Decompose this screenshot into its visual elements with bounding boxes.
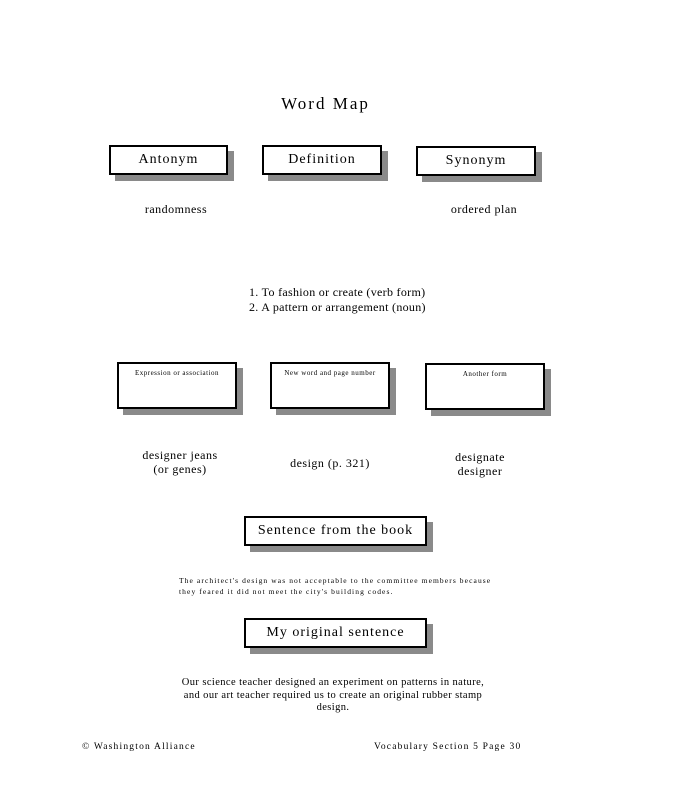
expression-box xyxy=(117,362,237,409)
sentence-book-label: Sentence from the book xyxy=(257,523,414,538)
expression-label: Expression or association xyxy=(134,369,220,377)
synonym-label: Synonym xyxy=(445,153,507,168)
original-sentence-box xyxy=(244,618,427,648)
another-form-value: designate designer xyxy=(455,450,505,478)
book-sentence: The architect's design was not acceptable to the committee members because they feared it did not meet the city's building codes. xyxy=(179,576,492,596)
footer-copyright: © Washington Alliance xyxy=(82,742,196,752)
footer-page-number: Vocabulary Section 5 Page 30 xyxy=(374,742,522,752)
original-sentence-label: My original sentence xyxy=(266,625,405,640)
sentence-book-box xyxy=(244,516,427,546)
synonym-box xyxy=(416,146,536,176)
another-form-label: Another form xyxy=(462,370,508,378)
definition-label: Definition xyxy=(288,152,356,167)
another-form-box xyxy=(425,363,545,410)
definition-list xyxy=(249,285,426,315)
new-word-label: New word and page number xyxy=(284,369,376,377)
expression-value: designer jeans (or genes) xyxy=(142,448,218,476)
definition-item: 1. To fashion or create (verb form) xyxy=(249,285,426,299)
page-title: Word Map xyxy=(281,94,370,113)
definition-box xyxy=(262,145,382,175)
antonym-box xyxy=(109,145,228,175)
antonym-value: randomness xyxy=(144,202,208,216)
synonym-value: ordered plan xyxy=(450,202,518,216)
new-word-value: design (p. 321) xyxy=(290,456,370,470)
new-word-box xyxy=(270,362,390,409)
antonym-label: Antonym xyxy=(138,152,199,167)
definition-item: 2. A pattern or arrangement (noun) xyxy=(249,300,426,314)
original-sentence-text: Our science teacher designed an experiment on patterns in nature, and our art teacher required us to create an original rubber stamp design. xyxy=(181,677,485,713)
